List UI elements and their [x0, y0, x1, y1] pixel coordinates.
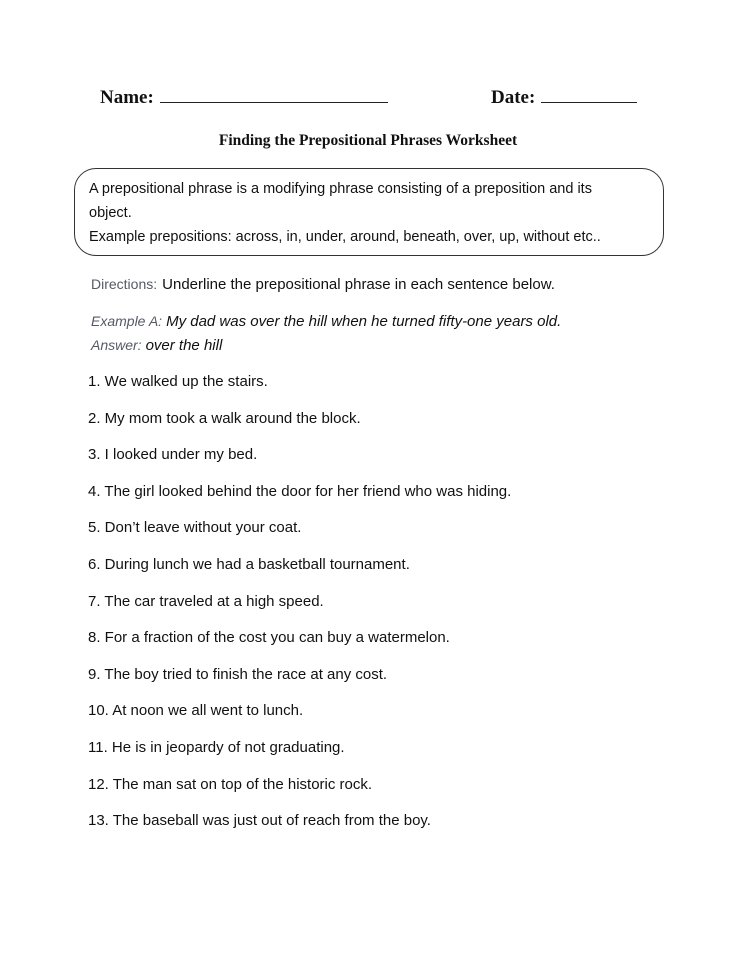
question-item: 2. My mom took a walk around the block.	[88, 409, 361, 427]
directions-label: Directions:	[91, 276, 158, 292]
worksheet-header	[100, 86, 640, 112]
definition-line-2: object.	[89, 205, 132, 221]
example-label: Example A:	[91, 313, 163, 329]
question-item: 6. During lunch we had a basketball tournament.	[88, 555, 410, 573]
worksheet-title: Finding the Prepositional Phrases Worksheet	[218, 132, 518, 149]
date-field-group	[491, 86, 637, 109]
question-item: 13. The baseball was just out of reach from the boy.	[88, 812, 431, 830]
answer-text: over the hill	[145, 337, 223, 354]
definition-line-1: A prepositional phrase is a modifying phrase consisting of a preposition and its	[89, 181, 592, 197]
date-blank-line[interactable]	[541, 86, 637, 103]
question-item: 5. Don’t leave without your coat.	[88, 519, 302, 537]
definition-box	[74, 168, 664, 256]
name-label: Name:	[100, 87, 154, 108]
name-field-group	[100, 86, 388, 109]
example-prepositions-line: Example prepositions: across, in, under, around, beneath, over, up, without etc..	[89, 229, 601, 245]
question-item: 8. For a fraction of the cost you can buy a watermelon.	[88, 629, 450, 647]
question-list	[88, 372, 688, 848]
name-blank-line[interactable]	[160, 86, 388, 103]
date-label: Date:	[491, 87, 536, 108]
question-item: 3. I looked under my bed.	[88, 446, 258, 464]
example-answer	[91, 337, 222, 354]
question-item: 11. He is in jeopardy of not graduating.	[88, 738, 345, 756]
question-item: 7. The car traveled at a high speed.	[88, 592, 324, 610]
directions	[91, 276, 555, 293]
example-a	[91, 313, 561, 330]
question-item: 4. The girl looked behind the door for her friend who was hiding.	[88, 482, 512, 500]
answer-label: Answer:	[91, 337, 142, 353]
question-item: 9. The boy tried to finish the race at any cost.	[88, 665, 388, 683]
directions-text: Underline the prepositional phrase in each sentence below.	[162, 276, 555, 293]
example-sentence: My dad was over the hill when he turned fifty-one years old.	[166, 313, 562, 330]
question-item: 1. We walked up the stairs.	[88, 373, 268, 390]
question-item: 10. At noon we all went to lunch.	[88, 702, 304, 720]
question-item: 12. The man sat on top of the historic rock.	[88, 775, 373, 793]
